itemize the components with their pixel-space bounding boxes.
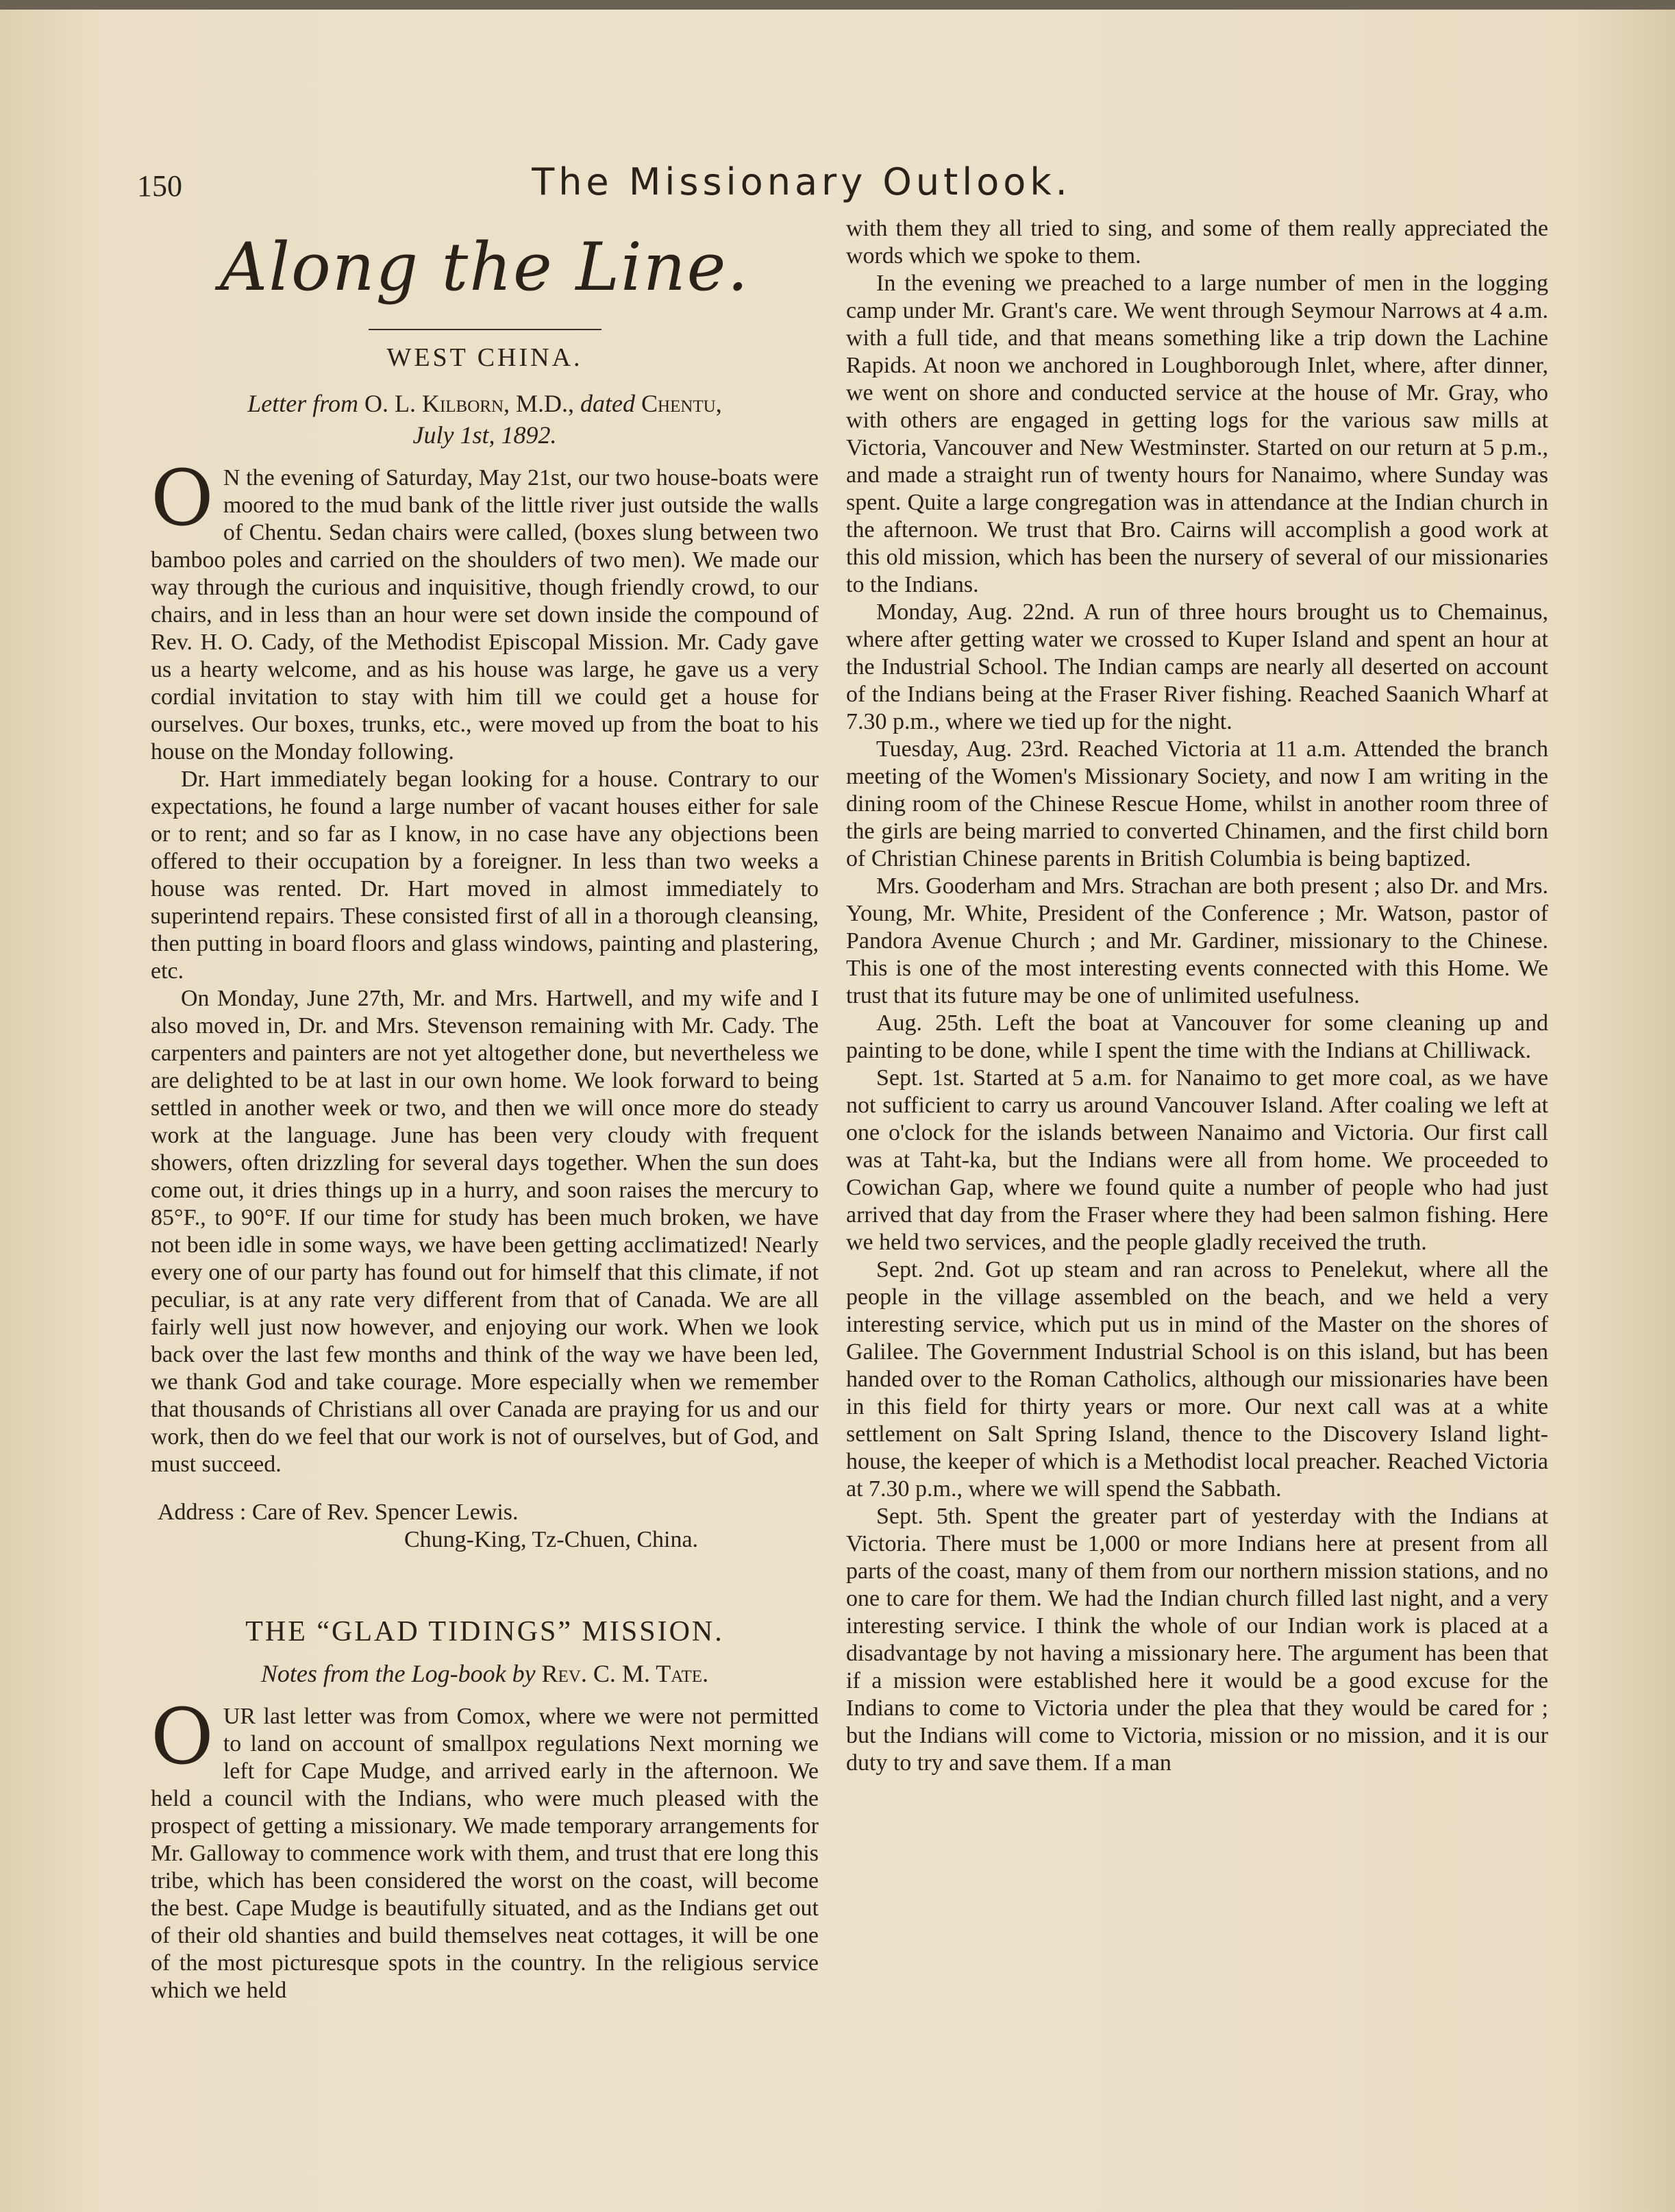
- address-line: Address : Care of Rev. Spencer Lewis.: [158, 1500, 519, 1525]
- byline-author: Rev. C. M. Tate.: [541, 1660, 709, 1687]
- article-heading-west-china: WEST CHINA.: [386, 343, 583, 372]
- drop-cap: O: [151, 1693, 214, 1782]
- paragraph: On Monday, June 27th, Mr. and Mrs. Hartwell, and my wife and I also moved in, Dr. and Mrs. Stevenson remaining with Mr. Cady. The carpenters and painters are not yet altogether done, but nevertheless we are delighted to be at last in our own home. We look forward to being settled in another week or two, and then we will once more do steady work at the language. June has been very cloudy with frequent showers, often drizzling for several days together. When the sun does come out, it dries things up in a hurry, and soon raises the mercury to 85°F., to 90°F. If our time for study has been much broken, we have not been idle in some ways, we have been getting acclimatized! Nearly every one of our party has found out for himself that this climate, if not peculiar, is at any rate very different from that of Canada. We are all fairly well just now however, and enjoying our work. When we look back over the last few months and think of the way we have been led, we thank God and take courage. More especially when we remember that thousands of Christians all over Canada are praying for us and our work, then do we feel that our work is not of ourselves, but of God, and must succeed.: [151, 986, 819, 1477]
- paragraph: Dr. Hart immediately began looking for a house. Contrary to our expectations, he found a large number of vacant houses either for sale or to rent; and so far as I know, in no case have any objections been offered to their occupation by a foreigner. In less than two weeks a house was rented. Dr. Hart moved in almost immediately to superintend repairs. These consisted first of all in a thorough cleansing, then putting in board floors and glass windows, painting and plastering, etc.: [151, 767, 819, 984]
- paragraph: In the evening we preached to a large number of men in the logging camp under Mr. Grant's care. We went through Seymour Narrows at 4 a.m. with a full tide, and that means something like a trip down the Lachine Rapids. At noon we anchored in Loughborough Inlet, where, after dinner, we went on shore and conducted service at the house of Mr. Gray, who with others are engaged in getting logs for the various saw mills at Victoria, Vancouver and New Westminster. Started on our return at 5 p.m., and made a straight run of twenty hours for Nanaimo, where Sunday was spent. Quite a large congregation was in attendance at the Indian church in the afternoon. We trust that Bro. Cairns will accomplish a good work at this old mission, which has been the nursery of several of our missionaries to the Indians.: [846, 271, 1548, 597]
- paragraph: O N the evening of Saturday, May 21st, our two house-boats were moored to the mud bank of the little river just outside the walls of Chentu. Sedan chairs were called, (boxes slung between two bamboo poles and carried on the shoulders of two men). We made our way through the curious and inquisitive, though friendly crowd, to our chairs, and in less than an hour were set down inside the compound of Rev. H. O. Cady, of the Methodist Episcopal Mission. Mr. Cady gave us a hearty welcome, and as his house was large, he gave us a very cordial invitation to stay with him till we could get a house for ourselves. Our boxes, trunks, etc., were moved up from the boat to his house on the Monday following.: [151, 454, 819, 765]
- article-heading-glad-tidings: THE “GLAD TIDINGS” MISSION.: [245, 1616, 724, 1648]
- right-column: [846, 215, 1548, 1777]
- paragraph: Mrs. Gooderham and Mrs. Strachan are both present ; also Dr. and Mrs. Young, Mr. White, President of the Conference ; Mr. Watson, pastor of Pandora Avenue Church ; and Mr. Gardiner, missionary to the Chinese. This is one of the most interesting events connected with this Home. We trust that its future may be one of unlimited usefulness.: [846, 873, 1548, 1008]
- address-block: [151, 1499, 819, 1554]
- byline-author: O. L. Kilborn, M.D.,: [364, 390, 575, 417]
- byline-prefix: Letter from: [247, 390, 358, 417]
- page-header: [130, 153, 1473, 208]
- byline-place: Chentu,: [641, 390, 722, 417]
- paragraph: Aug. 25th. Left the boat at Vancouver for some cleaning up and painting to be done, while I spent the time with the Indians at Chilliwack.: [846, 1010, 1548, 1063]
- byline-prefix: Notes from the Log-book by: [260, 1660, 536, 1687]
- address-line: Chung-King, Tz-Chuen, China.: [404, 1527, 699, 1552]
- paragraph: Sept. 1st. Started at 5 a.m. for Nanaimo to get more coal, as we have not sufficient to carry us around Vancouver Island. After coaling we left at one o'clock for the islands between Nanaimo and Victoria. Our first call was at Taht-ka, but the Indians were all from home. We proceeded to Cowichan Gap, where we found quite a number of people who had just arrived that day from the Fraser where they had been salmon fishing. Here we held two services, and the people gladly received the truth.: [846, 1065, 1548, 1255]
- paragraph: Monday, Aug. 22nd. A run of three hours brought us to Chemainus, where after getting water we crossed to Kuper Island and spent an hour at the Industrial School. The Indian camps are nearly all deserted on account of the Indians being at the Fraser River fishing. Reached Saanich Wharf at 7.30 p.m., where we tied up for the night.: [846, 599, 1548, 734]
- paragraph: Sept. 2nd. Got up steam and ran across to Penelekut, where all the people in the village assembled on the beach, and we held a very interesting service, which put us in mind of the Master on the shores of Galilee. The Government Industrial School is on this island, but has been handed over to the Roman Catholics, although our missionaries have been in this field for thirty years or more. Our next call was at a white settlement on Salt Spring Island, thence to the Discovery Island light-house, the keeper of which is a Methodist local preacher. Reached Victoria at 7.30 p.m., where we will spend the Sabbath.: [846, 1257, 1548, 1502]
- byline-date: July 1st, 1892.: [412, 421, 557, 449]
- paragraph: OUR last letter was from Comox, where we were not permitted to land on account of smallpox regulations Next morning we left for Cape Mudge, and arrived early in the afternoon. We held a council with the Indians, who were much pleased with the prospect of getting a missionary. We made temporary arrangements for Mr. Galloway to commence work with them, and trust that ere long this tribe, which has been considered the worst on the coast, will become the best. Cape Mudge is beautifully situated, and as the Indians get out of their old shanties and build themselves neat cottages, it will be one of the most picturesque spots in the country. In the religious service which we held: [151, 1693, 819, 2003]
- byline-dated: dated: [580, 390, 635, 417]
- scan-edge: [0, 0, 1675, 10]
- article-byline: [151, 1658, 819, 1689]
- page: [0, 10, 1675, 2212]
- paragraph: with them they all tried to sing, and some of them really appreciated the words which we spoke to them.: [846, 216, 1548, 269]
- article-byline: [151, 388, 819, 451]
- left-column: [151, 215, 819, 2004]
- drop-cap: O: [151, 454, 214, 543]
- section-title: Along the Line.: [220, 229, 749, 306]
- page-number: 150: [137, 169, 182, 203]
- paragraph: Tuesday, Aug. 23rd. Reached Victoria at 11 a.m. Attended the branch meeting of the Women's Missionary Society, and now I am writing in the dining room of the Chinese Rescue Home, whilst in another room three of the girls are being married to converted Chinamen, and the first child born of Christian Chinese parents in British Columbia is being baptized.: [846, 736, 1548, 871]
- magazine-title: The Missionary Outlook.: [532, 160, 1071, 203]
- title-rule: [369, 329, 601, 330]
- paragraph: Sept. 5th. Spent the greater part of yesterday with the Indians at Victoria. There must be 1,000 or more Indians here at present from all parts of the coast, many of them from our northern mission stations, and no one to care for them. We had the Indian church filled last night, and a very interesting service. I think the whole of our Indian work is placed at a disadvantage by not having a missionary here. The argument has been that if a mission were established here it would be a good excuse for the Indians to come to Victoria under the plea that they would be cared for ; but the Indians will come to Victoria, mission or no mission, and it is our duty to try and save them. If a man: [846, 1504, 1548, 1776]
